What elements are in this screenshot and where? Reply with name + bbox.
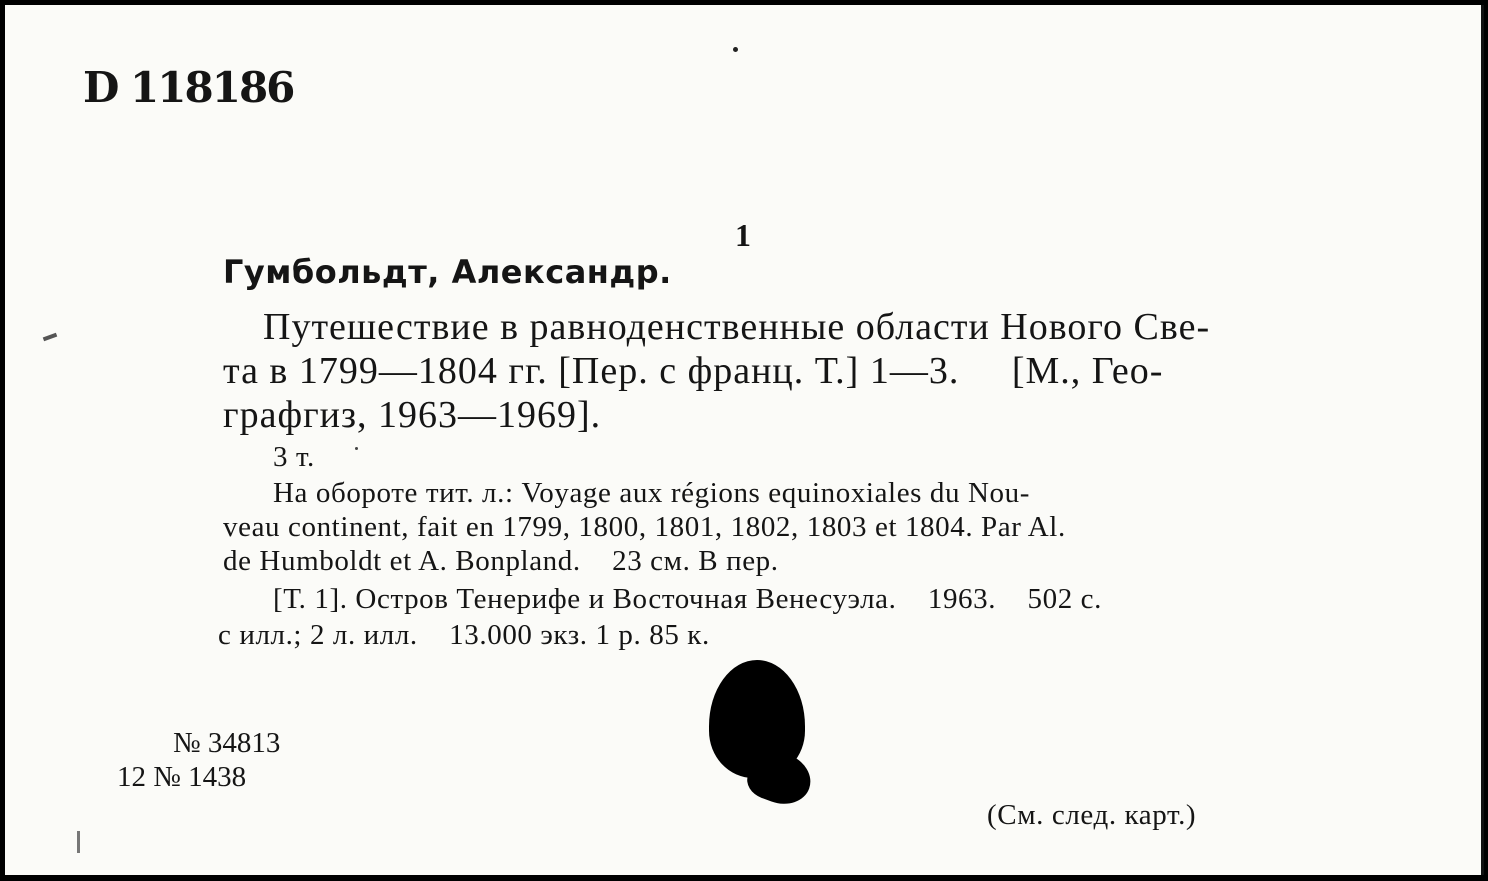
note-line-1: На обороте тит. л.: Voyage aux régions equinoxiales du Nou- [273,477,1030,509]
catalog-number: 12 № 1438 [117,761,247,793]
speck [733,47,738,52]
inventory-number: № 34813 [173,727,281,759]
catalog-card [5,5,1484,875]
title-line-3: графгиз, 1963—1969]. [223,394,602,436]
volume-line-1: [Т. 1]. Остров Тенерифе и Восточная Венесуэла. 1963. 502 с. [273,583,1102,615]
title-line-2: та в 1799—1804 гг. [Пер. с франц. Т.] 1—3. [М., Гео- [223,350,1164,392]
card-number: 1 [735,217,751,253]
handwritten-stamp [83,63,343,153]
stamp-text: D 118186 [83,63,294,112]
title-line-1: Путешествие в равноденственные области Нового Све- [263,306,1211,348]
author-heading: Гумбольдт, Александр. [223,253,672,291]
speck [355,447,358,450]
margin-mark [77,831,80,853]
volume-line-2: с илл.; 2 л. илл. 13.000 экз. 1 р. 85 к. [218,619,710,651]
note-line-2: veau continent, fait en 1799, 1800, 1801, 1802, 1803 et 1804. Par Al. [223,511,1066,543]
volume-count: 3 т. [273,441,315,473]
margin-mark [43,333,58,342]
note-line-3: de Humboldt et A. Bonpland. 23 см. В пер. [223,545,779,577]
continued-note: (См. след. карт.) [987,799,1197,831]
